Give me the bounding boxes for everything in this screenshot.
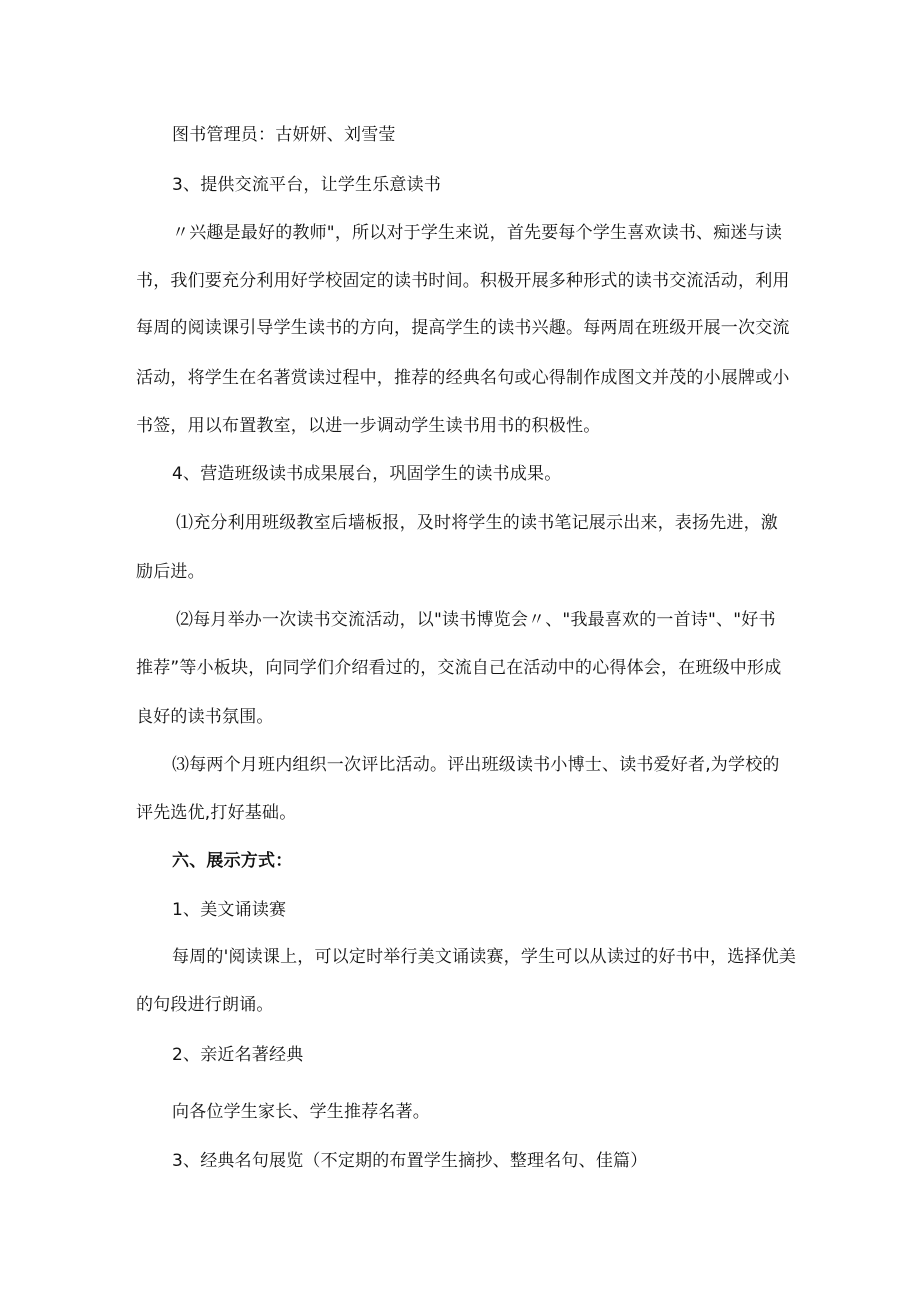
sub-item-2-line: 良好的读书氛围。: [136, 707, 274, 727]
sub-item-2-line: ⑵每月举办一次读书交流活动，以"读书博览会〃、"我最喜欢的一首诗"、"好书: [176, 610, 776, 630]
section-6-item-1-heading: 1、美文诵读赛: [172, 900, 287, 920]
paragraph-line: 〃兴趣是最好的教师"，所以对于学生来说，首先要每个学生喜欢读书、痴迷与读: [172, 223, 783, 243]
section-6-item-2-heading: 2、亲近名著经典: [172, 1045, 304, 1065]
sub-item-1-line: 励后进。: [136, 562, 205, 582]
paragraph-line: 书签，用以布置教室，以进一步调动学生读书用书的积极性。: [136, 416, 601, 436]
librarians-line: 图书管理员：古妍妍、刘雪莹: [172, 125, 396, 145]
section-6-item-1-body: 的句段进行朗诵。: [136, 995, 274, 1015]
sub-item-3-line: 评先选优,打好基础。: [136, 803, 297, 823]
paragraph-line: 每周的阅读课引导学生读书的方向，提高学生的读书兴趣。每两周在班级开展一次交流: [136, 318, 790, 338]
section-6-item-3-heading: 3、经典名句展览（不定期的布置学生摘抄、整理名句、佳篇）: [172, 1151, 648, 1171]
sub-item-2-line: 推荐”等小板块，向同学们介绍看过的，交流自己在活动中的心得体会，在班级中形成: [136, 658, 782, 678]
section-6-item-2-body: 向各位学生家长、学生推荐名著。: [172, 1102, 430, 1122]
item4-heading: 4、营造班级读书成果展台，巩固学生的读书成果。: [172, 464, 562, 484]
section-6-item-1-body: 每周的'阅读课上，可以定时举行美文诵读赛，学生可以从读过的好书中，选择优美: [172, 947, 797, 967]
item3-heading: 3、提供交流平台，让学生乐意读书: [172, 175, 442, 195]
paragraph-line: 书，我们要充分利用好学校固定的读书时间。积极开展多种形式的读书交流活动，利用: [136, 271, 790, 291]
sub-item-1-line: ⑴充分利用班级教室后墙板报，及时将学生的读书笔记展示出来，表扬先进，激: [176, 513, 778, 533]
sub-item-3-line: ⑶每两个月班内组织一次评比活动。评出班级读书小博士、读书爱好者,为学校的: [172, 755, 780, 775]
paragraph-line: 活动，将学生在名著赏读过程中，推荐的经典名句或心得制作成图文并茂的小展牌或小: [136, 368, 790, 388]
section-6-heading: 六、展示方式：: [172, 851, 293, 871]
